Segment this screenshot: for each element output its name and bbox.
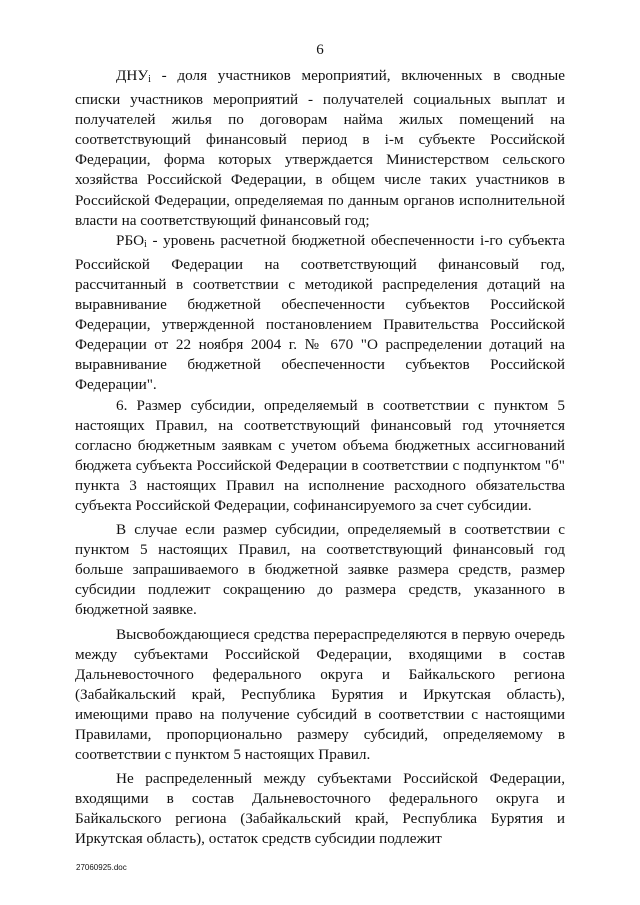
definition-rbo <box>75 231 565 396</box>
definition-dnu <box>75 66 565 231</box>
term-rbo: РБО <box>116 231 145 249</box>
clause-6: 6. Размер субсидии, определяемый в соответствии с пунктом 5 настоящих Правил, на соответствующий финансовый год уточняется согласно бюджетным заявкам с учетом объема бюджетных ассигнований бюджета субъекта Российской Федерации в соответствии с подпунктом "б" пункта 3 настоящих Правил на исполнение расходного обязательства субъекта Российской Федерации, софинансируемого за счет субсидии. <box>75 396 565 514</box>
document-body <box>75 66 565 850</box>
term-rbo-index: i <box>144 238 147 250</box>
term-dnu: ДНУ <box>116 67 149 84</box>
definition-rbo-text: - уровень расчетной бюджетной обеспеченности i-го субъекта Российской Федерации на соответствующий финансовый год, рассчитанный в соответствии с методикой распределения дотаций на выравнивание бюджетной обеспеченности субъектов Российской Федерации, утвержденной постановлением Правительства Российской Федерации от 22 ноября 2004 г. № 670 "О распределении дотаций на выравнивание бюджетной обеспеченности субъектов Российской Федерации". <box>75 231 565 394</box>
document-file-reference: 27060925.doc <box>76 863 127 872</box>
paragraph-redistribution: Высвобождающиеся средства перераспределяются в первую очередь между субъектами Российской Федерации, входящими в состав Дальневосточного федерального округа и Байкальского региона (Забайкальский край, Республика Бурятия и Иркутская область), имеющими право на получение субсидий в соответствии с настоящими Правилами, пропорционально размеру субсидий, определяемому в соответствии с пунктом 5 настоящих Правил. <box>75 625 565 764</box>
paragraph-subsidy-reduction: В случае если размер субсидии, определяемый в соответствии с пунктом 5 настоящих Правил, на соответствующий финансовый год больше запрашиваемого в бюджетной заявке размера средств, размер субсидии подлежит сокращению до размера средств, указанного в бюджетной заявке. <box>75 521 565 619</box>
paragraph-remainder: Не распределенный между субъектами Российской Федерации, входящими в состав Дальневосточного федерального округа и Байкальского региона (Забайкальский край, Республика Бурятия и Иркутская область), остаток средств субсидии подлежит <box>75 770 565 848</box>
term-dnu-index: i <box>148 74 151 85</box>
page-number: 6 <box>316 42 324 58</box>
definition-dnu-text: - доля участников мероприятий, включенных в сводные списки участников мероприятий - получателей социальных выплат и получателей жилья по договорам найма жилых помещений на соответствующий финансовый период в i-м субъекте Российской Федерации, форма которых утверждается Министерством сельского хозяйства Российской Федерации, в общем числе таких участников в Российской Федерации, определяемая по данным органов исполнительной власти на соответствующий финансовый год; <box>75 67 565 229</box>
